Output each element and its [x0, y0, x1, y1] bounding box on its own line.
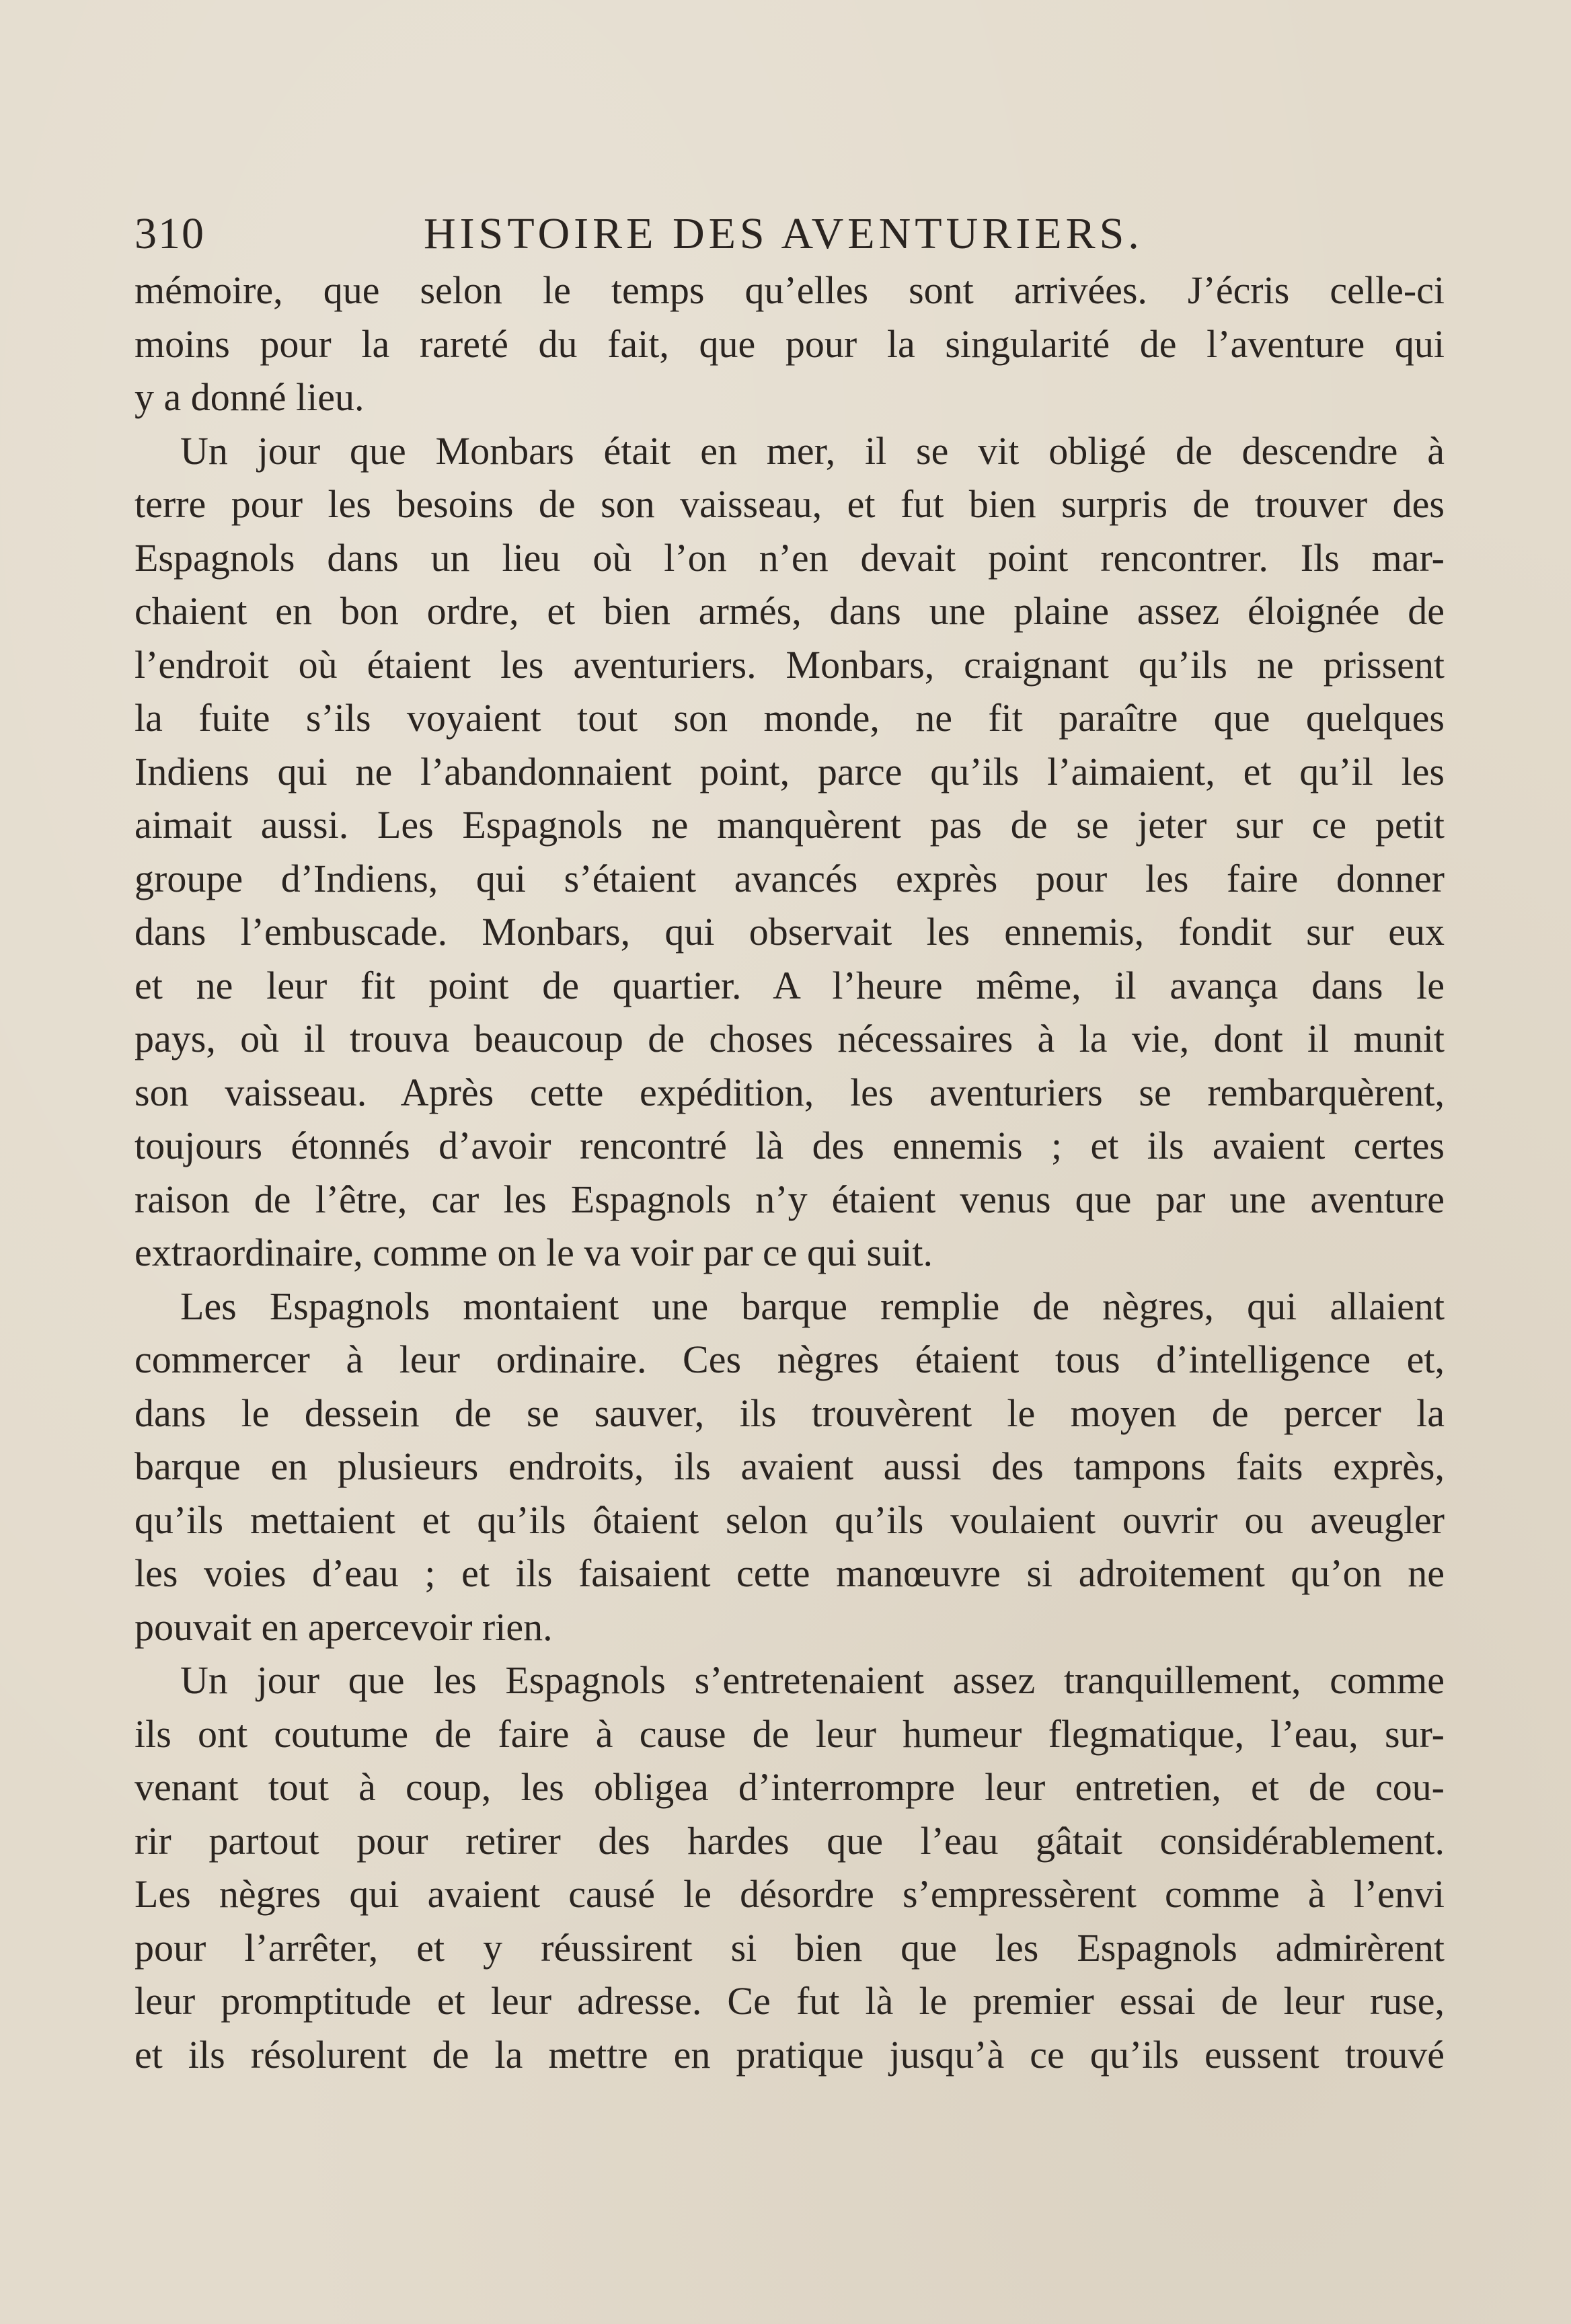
text-line: Un jour que Monbars était en mer, il se vit obligé de descendre à — [180, 428, 1445, 473]
page-number: 310 — [135, 209, 205, 258]
text-line: barque en plusieurs endroits, ils avaient aussi des tampons faits exprès, — [135, 1444, 1445, 1488]
text-line: pour l’arrêter, et y réussirent si bien que les Espagnols admirèrent — [135, 1925, 1445, 1970]
text-line: chaient en bon ordre, et bien armés, dans une plaine assez éloignée de — [135, 589, 1445, 633]
text-line: rir partout pour retirer des hardes que l’eau gâtait considérablement. — [135, 1818, 1445, 1863]
text-line: Les nègres qui avaient causé le désordre s’empressèrent comme à l’envi — [135, 1872, 1445, 1916]
body-text — [135, 264, 1445, 2081]
text-line: Les Espagnols montaient une barque remplie de nègres, qui allaient — [180, 1284, 1445, 1328]
text-line: ils ont coutume de faire à cause de leur humeur flegmatique, l’eau, sur- — [135, 1711, 1445, 1756]
text-line: l’endroit où étaient les aventuriers. Monbars, craignant qu’ils ne prissent — [135, 642, 1445, 687]
running-head — [135, 200, 1157, 268]
running-title: HISTOIRE DES AVENTURIERS. — [424, 209, 1143, 258]
text-line: et ne leur fit point de quartier. A l’heure même, il avança dans le — [135, 963, 1445, 1007]
text-line: venant tout à coup, les obligea d’interrompre leur entretien, et de cou- — [135, 1765, 1445, 1809]
text-line: Espagnols dans un lieu où l’on n’en devait point rencontrer. Ils mar- — [135, 535, 1445, 580]
text-line: terre pour les besoins de son vaisseau, et fut bien surpris de trouver des — [135, 482, 1445, 526]
text-line: groupe d’Indiens, qui s’étaient avancés exprès pour les faire donner — [135, 856, 1445, 900]
text-line: toujours étonnés d’avoir rencontré là des ennemis ; et ils avaient certes — [135, 1124, 1445, 1167]
text-line: la fuite s’ils voyaient tout son monde, ne fit paraître que quelques — [135, 696, 1445, 740]
text-line: extraordinaire, comme on le va voir par ce qui suit. — [135, 1231, 933, 1274]
text-line: aimait aussi. Les Espagnols ne manquèrent pas de se jeter sur ce petit — [135, 803, 1445, 847]
text-line: raison de l’être, car les Espagnols n’y étaient venus que par une aventure — [135, 1177, 1445, 1221]
text-line: pays, où il trouva beaucoup de choses nécessaires à la vie, dont il munit — [135, 1017, 1445, 1060]
text-line: mémoire, que selon le temps qu’elles sont arrivées. J’écris celle-ci — [135, 268, 1445, 312]
text-line: dans le dessein de se sauver, ils trouvèrent le moyen de percer la — [135, 1391, 1445, 1435]
text-line: commercer à leur ordinaire. Ces nègres étaient tous d’intelligence et, — [135, 1338, 1445, 1381]
text-line: y a donné lieu. — [135, 375, 365, 419]
text-line: qu’ils mettaient et qu’ils ôtaient selon qu’ils voulaient ouvrir ou aveugler — [135, 1498, 1445, 1542]
text-line: moins pour la rareté du fait, que pour la singularité de l’aventure qui — [135, 321, 1445, 366]
text-line: son vaisseau. Après cette expédition, les aventuriers se rembarquèrent, — [135, 1070, 1445, 1114]
text-line: pouvait en apercevoir rien. — [135, 1604, 553, 1649]
text-line: dans l’embuscade. Monbars, qui observait les ennemis, fondit sur eux — [135, 910, 1445, 954]
text-line: leur promptitude et leur adresse. Ce fut là le premier essai de leur ruse, — [135, 1979, 1445, 2023]
text-line: les voies d’eau ; et ils faisaient cette manœuvre si adroitement qu’on ne — [135, 1551, 1445, 1595]
text-line: Un jour que les Espagnols s’entretenaient assez tranquillement, comme — [180, 1658, 1445, 1702]
text-line: et ils résolurent de la mettre en pratique jusqu’à ce qu’ils eussent trouvé — [135, 2032, 1445, 2077]
text-line: Indiens qui ne l’abandonnaient point, parce qu’ils l’aimaient, et qu’il les — [135, 749, 1445, 793]
